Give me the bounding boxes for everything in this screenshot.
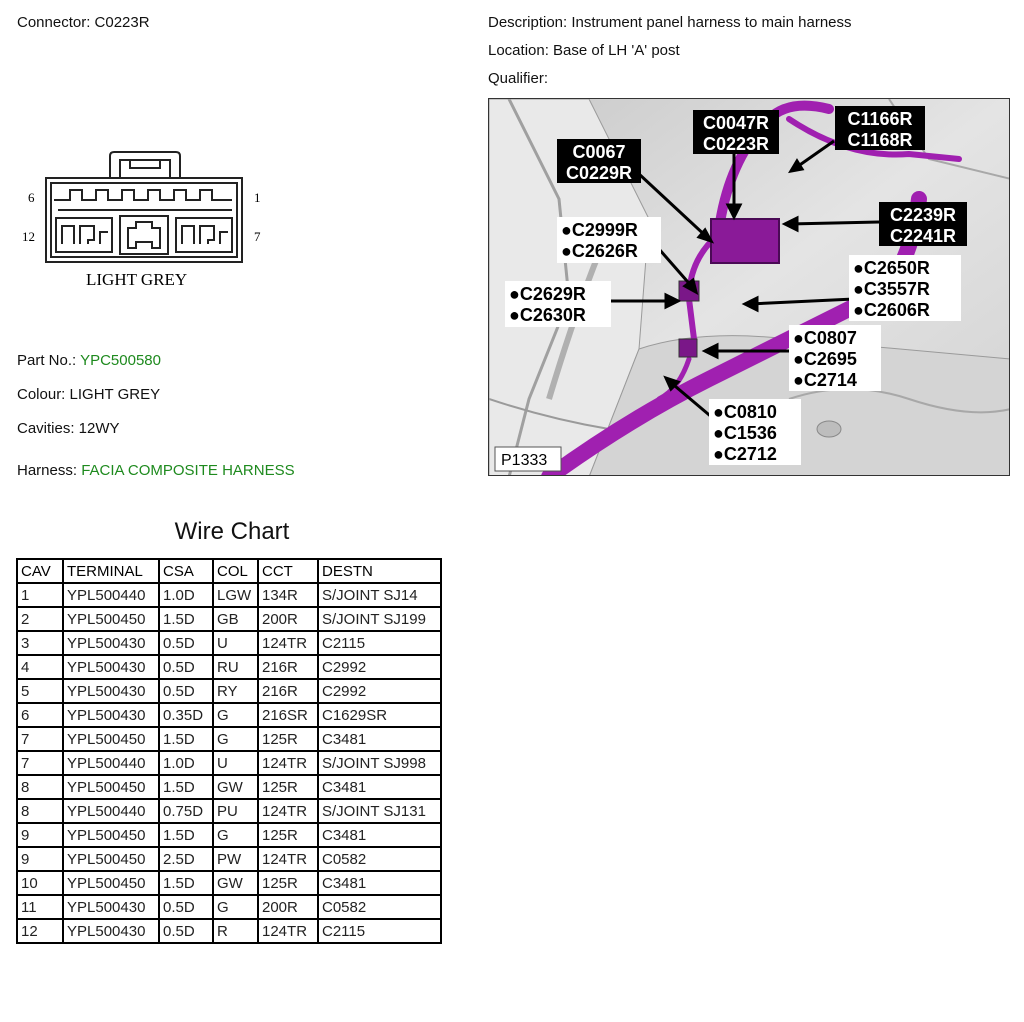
svg-text:●C2630R: ●C2630R (509, 305, 586, 325)
cell-cct: 134R (258, 583, 318, 607)
colour-text: Colour: LIGHT GREY (17, 386, 161, 403)
column-header-csa: CSA (159, 559, 213, 583)
table-row (17, 751, 441, 775)
cell-cav: 3 (17, 631, 63, 655)
svg-text:●C2650R: ●C2650R (853, 258, 930, 278)
cell-terminal: YPL500450 (63, 607, 159, 631)
svg-text:C2239R: C2239R (889, 205, 957, 225)
cell-destn: C3481 (318, 775, 441, 799)
table-row (17, 919, 441, 943)
cell-destn: C3481 (318, 871, 441, 895)
pin-label-12: 12 (22, 229, 35, 244)
cell-terminal: YPL500450 (63, 871, 159, 895)
table-row (17, 823, 441, 847)
cell-cav: 5 (17, 679, 63, 703)
cell-csa: 2.5D (159, 847, 213, 871)
svg-text:●C2999R: ●C2999R (561, 220, 638, 240)
cell-csa: 0.5D (159, 919, 213, 943)
callout-c0807 (789, 325, 881, 391)
svg-text:C1166R: C1166R (847, 109, 913, 129)
cell-cav: 6 (17, 703, 63, 727)
cell-col: LGW (213, 583, 258, 607)
cell-destn: C3481 (318, 823, 441, 847)
cell-cct: 124TR (258, 919, 318, 943)
cell-destn: S/JOINT SJ131 (318, 799, 441, 823)
svg-text:●C1536: ●C1536 (713, 423, 777, 443)
main-connector-block (711, 219, 779, 263)
cell-destn: C3481 (318, 727, 441, 751)
svg-text:C0223R: C0223R (702, 134, 770, 154)
cell-terminal: YPL500440 (63, 799, 159, 823)
cell-cct: 124TR (258, 847, 318, 871)
cell-cct: 216SR (258, 703, 318, 727)
wire-chart-header-row (17, 559, 441, 583)
svg-text:●C3557R: ●C3557R (853, 279, 930, 299)
svg-text:C0047R: C0047R (702, 113, 770, 133)
harness (17, 462, 295, 479)
connector-color-label: LIGHT GREY (86, 270, 188, 289)
table-row (17, 583, 441, 607)
part-number (17, 352, 161, 369)
svg-text:●C2712: ●C2712 (713, 444, 777, 464)
cell-destn: C1629SR (318, 703, 441, 727)
column-header-cct: CCT (258, 559, 318, 583)
cell-cct: 125R (258, 871, 318, 895)
table-row (17, 871, 441, 895)
callout-c2650r (849, 255, 961, 321)
cell-terminal: YPL500430 (63, 895, 159, 919)
svg-text:C0229R: C0229R (565, 163, 633, 183)
cell-csa: 0.5D (159, 631, 213, 655)
column-header-destn: DESTN (318, 559, 441, 583)
cell-cct: 216R (258, 655, 318, 679)
table-row (17, 655, 441, 679)
cell-cav: 12 (17, 919, 63, 943)
table-row (17, 847, 441, 871)
pin-label-7: 7 (254, 229, 261, 244)
location-text: Location: Base of LH 'A' post (488, 42, 680, 59)
wire-chart-table (16, 558, 442, 944)
cell-cav: 8 (17, 799, 63, 823)
cell-cct: 200R (258, 895, 318, 919)
cell-col: RY (213, 679, 258, 703)
connector-face-diagram (18, 148, 268, 298)
svg-text:C0067: C0067 (572, 142, 626, 162)
cell-terminal: YPL500430 (63, 631, 159, 655)
cell-col: G (213, 895, 258, 919)
cell-destn: C2992 (318, 679, 441, 703)
svg-text:●C2695: ●C2695 (793, 349, 857, 369)
cell-cav: 9 (17, 823, 63, 847)
table-row (17, 607, 441, 631)
location-photo (488, 98, 1010, 476)
table-row (17, 679, 441, 703)
cell-terminal: YPL500440 (63, 583, 159, 607)
callout-c2629r (505, 281, 611, 327)
cell-csa: 0.75D (159, 799, 213, 823)
cell-col: U (213, 751, 258, 775)
svg-text:●C2626R: ●C2626R (561, 241, 638, 261)
svg-text:●C2629R: ●C2629R (509, 284, 586, 304)
cell-cav: 7 (17, 751, 63, 775)
cell-cct: 125R (258, 727, 318, 751)
cell-csa: 0.35D (159, 703, 213, 727)
svg-text:P1333: P1333 (501, 452, 548, 469)
cell-cav: 2 (17, 607, 63, 631)
cell-terminal: YPL500430 (63, 679, 159, 703)
cell-terminal: YPL500450 (63, 847, 159, 871)
cell-destn: C2992 (318, 655, 441, 679)
cell-cct: 200R (258, 607, 318, 631)
cell-csa: 0.5D (159, 895, 213, 919)
column-header-col: COL (213, 559, 258, 583)
qualifier-text: Qualifier: (488, 70, 549, 87)
cell-cct: 124TR (258, 751, 318, 775)
cell-col: PU (213, 799, 258, 823)
table-row (17, 727, 441, 751)
cell-csa: 1.5D (159, 823, 213, 847)
cell-csa: 1.0D (159, 583, 213, 607)
cell-col: GW (213, 871, 258, 895)
cell-cct: 216R (258, 679, 318, 703)
cell-destn: C2115 (318, 919, 441, 943)
cell-terminal: YPL500450 (63, 823, 159, 847)
callout-c0047r (693, 110, 779, 154)
cell-terminal: YPL500430 (63, 703, 159, 727)
svg-text:●C0807: ●C0807 (793, 328, 857, 348)
cell-col: R (213, 919, 258, 943)
photo-id-label (495, 447, 561, 471)
cell-destn: S/JOINT SJ998 (318, 751, 441, 775)
cell-csa: 0.5D (159, 655, 213, 679)
cell-cav: 8 (17, 775, 63, 799)
cell-terminal: YPL500450 (63, 775, 159, 799)
cavities-text: Cavities: 12WY (17, 420, 120, 437)
cell-csa: 0.5D (159, 679, 213, 703)
callout-c2999r (557, 217, 661, 263)
part-number-label: Part No.: (17, 352, 77, 369)
wire-chart-body (17, 583, 441, 943)
column-header-terminal: TERMINAL (63, 559, 159, 583)
cell-destn: C2115 (318, 631, 441, 655)
table-row (17, 775, 441, 799)
table-row (17, 631, 441, 655)
callout-c0810 (709, 399, 801, 465)
cell-cct: 125R (258, 823, 318, 847)
callout-c2239r (879, 202, 967, 246)
cell-csa: 1.5D (159, 871, 213, 895)
cell-csa: 1.5D (159, 775, 213, 799)
cell-destn: S/JOINT SJ199 (318, 607, 441, 631)
svg-text:●C2606R: ●C2606R (853, 300, 930, 320)
cell-cav: 11 (17, 895, 63, 919)
svg-text:C1168R: C1168R (847, 130, 913, 150)
cell-destn: C0582 (318, 847, 441, 871)
callout-c1166r (835, 106, 925, 150)
cell-col: GW (213, 775, 258, 799)
cell-terminal: YPL500440 (63, 751, 159, 775)
cell-cct: 124TR (258, 631, 318, 655)
cell-cct: 124TR (258, 799, 318, 823)
cell-col: U (213, 631, 258, 655)
cell-cav: 7 (17, 727, 63, 751)
cell-csa: 1.5D (159, 727, 213, 751)
table-row (17, 799, 441, 823)
callout-c0067 (557, 139, 641, 183)
cell-destn: S/JOINT SJ14 (318, 583, 441, 607)
cell-col: G (213, 703, 258, 727)
cell-cav: 10 (17, 871, 63, 895)
cell-col: G (213, 727, 258, 751)
table-row (17, 895, 441, 919)
cell-col: PW (213, 847, 258, 871)
connector-id: Connector: C0223R (17, 14, 150, 31)
cell-terminal: YPL500430 (63, 655, 159, 679)
cell-col: RU (213, 655, 258, 679)
cell-col: G (213, 823, 258, 847)
svg-text:C2241R: C2241R (889, 226, 957, 246)
svg-text:●C0810: ●C0810 (713, 402, 777, 422)
cell-terminal: YPL500430 (63, 919, 159, 943)
cell-col: GB (213, 607, 258, 631)
cell-cct: 125R (258, 775, 318, 799)
cell-destn: C0582 (318, 895, 441, 919)
pin-label-6: 6 (28, 190, 35, 205)
cell-terminal: YPL500450 (63, 727, 159, 751)
cell-cav: 4 (17, 655, 63, 679)
harness-label: Harness: (17, 462, 78, 479)
cell-cav: 9 (17, 847, 63, 871)
table-row (17, 703, 441, 727)
harness-link[interactable]: FACIA COMPOSITE HARNESS (81, 462, 295, 479)
svg-text:●C2714: ●C2714 (793, 370, 857, 390)
part-number-link[interactable]: YPC500580 (80, 352, 161, 369)
wire-chart-title: Wire Chart (174, 518, 290, 545)
cell-cav: 1 (17, 583, 63, 607)
cell-csa: 1.0D (159, 751, 213, 775)
pin-label-1: 1 (254, 190, 261, 205)
cell-csa: 1.5D (159, 607, 213, 631)
column-header-cav: CAV (17, 559, 63, 583)
small-connector (679, 339, 697, 357)
description-text: Description: Instrument panel harness to main harness (488, 14, 852, 31)
